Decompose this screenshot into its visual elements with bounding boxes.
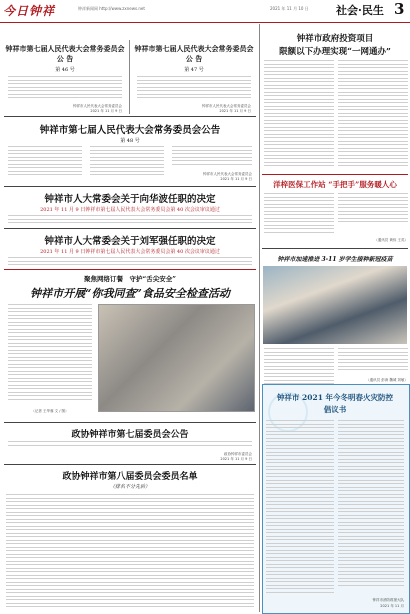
announcement-47-date: 2021 年 11 月 9 日 [219,109,251,113]
decision-liu-junqiang-body [8,257,252,267]
page-number: 3 [394,0,405,18]
fire-prevention-date: 2021 年 11 月 [380,604,404,608]
fire-prevention-title: 钟祥市 2021 年今冬明春火灾防控 [276,393,394,402]
decision-xiang-huabo-subtitle: 2021 年 11 月 9 日钟祥市第七届人民代表大会常务委员会第 40 次会议审议通过 [40,207,220,213]
food-safety-kicker: 聚焦网络订餐 守护“舌尖安全” [84,275,176,283]
food-safety-byline: （记者 王华蓉 文 / 图） [31,409,69,413]
announcement-48-body-col2 [90,146,164,180]
decision-xiang-huabo-body [8,215,252,225]
page-column-divider [259,24,260,612]
investment-body-col1 [264,60,334,170]
announcement-47-title: 钟祥市第七届人民代表大会常务委员会 [134,44,254,53]
divider [4,116,256,117]
vaccine-byline: （通讯员 彭涛 魏城 刘敏） [366,378,408,382]
section-name: 社会·民生 [336,4,384,17]
newspaper-logo: 今日钟祥 [3,4,56,18]
announcement-48-number: 第 48 号 [120,138,140,144]
announcement-47-body [137,76,251,102]
food-safety-title: 钟祥市开展“你我同查”食品安全检查活动 [30,287,230,300]
investment-body-col2 [338,60,408,170]
decision-xiang-huabo-title: 钟祥市人大常委会关于向华波任职的决定 [44,194,216,205]
announcement-46-body [8,76,122,102]
fire-prevention-title-2: 倡议书 [323,405,347,414]
announcement-46-title: 钟祥市第七届人民代表大会常务委员会 [5,44,125,53]
divider [4,464,256,465]
vaccine-body-col1 [264,348,334,388]
fire-prevention-body-col2 [338,420,404,590]
vaccination-photo [263,266,407,344]
medical-body-col2 [338,193,408,227]
medical-body-col1 [264,193,334,237]
announcement-48-date: 2021 年 11 月 9 日 [220,177,252,181]
column-divider [129,40,130,114]
announcement-47-title-2: 公 告 [185,54,203,63]
cppcc-member-list-note: （排名不分先后） [109,484,150,490]
medical-insurance-title: 洋梓医保工作站 “手把手”服务暖人心 [273,180,397,189]
announcement-48-body-col1 [8,146,82,180]
announcement-48-signature: 钟祥市人民代表大会常务委员会 [203,172,252,176]
announcement-48-title: 钟祥市第七届人民代表大会常务委员会公告 [39,125,221,136]
divider [4,186,256,187]
divider [4,269,256,270]
divider [262,248,408,249]
decision-liu-junqiang-title: 钟祥市人大常委会关于刘军强任职的决定 [44,236,216,247]
divider [262,174,408,175]
cppcc-member-names [6,494,254,612]
website-address: 钟祥新闻网 http://www.zxnews.net [78,6,145,11]
announcement-46-number: 第 46 号 [55,67,75,73]
decision-liu-junqiang-subtitle: 2021 年 11 月 9 日钟祥市第七届人民代表大会常务委员会第 40 次会议审议通过 [40,249,220,255]
announcement-48-body-col3 [172,146,252,170]
cppcc-announcement-body [8,441,252,449]
announcement-46-signature: 钟祥市人民代表大会常务委员会 [73,104,122,108]
food-safety-body [8,304,92,404]
divider [4,422,256,423]
investment-title: 钟祥市政府投资项目 [296,34,374,44]
cppcc-announcement-title: 政协钟祥市第七届委员会公告 [71,430,189,440]
announcement-47-number: 第 47 号 [184,67,204,73]
vaccine-body-col2 [338,348,408,374]
fire-prevention-signature: 钟祥市消防救援大队 [372,598,404,602]
divider [4,228,256,229]
vaccine-title: 钟祥市加速推进 3-11 岁学生接种新冠疫苗 [277,256,393,263]
cppcc-announcement-signature: 政协钟祥市委员会 [224,452,252,456]
issue-date: 2021 年 11 月 10 日 [270,6,309,11]
food-inspection-photo [98,304,255,412]
cppcc-member-list-title: 政协钟祥市第八届委员会委员名单 [62,472,198,482]
investment-title-2: 限额以下办理实现“一网通办” [279,47,391,57]
cppcc-announcement-date: 2021 年 11 月 9 日 [220,457,252,461]
fire-prevention-body-col1 [266,420,334,598]
medical-byline: （通讯员 黄伟 王英） [374,238,408,242]
announcement-46-title-2: 公 告 [56,54,74,63]
announcement-46-date: 2021 年 11 月 9 日 [90,109,122,113]
announcement-47-signature: 钟祥市人民代表大会常务委员会 [202,104,251,108]
